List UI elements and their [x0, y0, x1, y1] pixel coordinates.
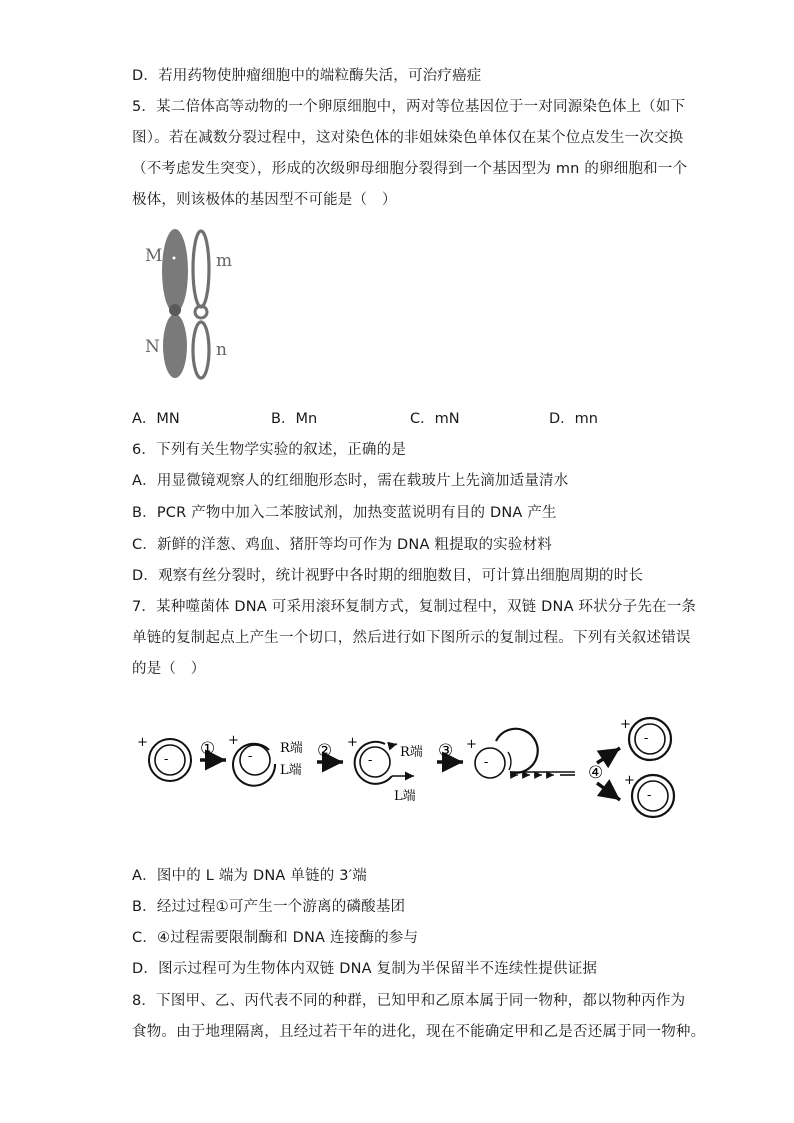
q6-option-a: A．用显微镜观察人的红细胞形态时，需在载玻片上先滴加适量清水 — [132, 473, 569, 489]
elongating-dna-circle — [347, 735, 423, 804]
svg-text:-: - — [368, 753, 373, 768]
q6-option-b: B．PCR 产物中加入二苯胺试剂，加热变蓝说明有目的 DNA 产生 — [132, 505, 557, 521]
svg-text:-: - — [647, 788, 652, 803]
q7-stem-line-1: 7．某种噬菌体 DNA 可采用滚环复制方式，复制过程中，双链 DNA 环状分子先在一条 — [132, 599, 697, 615]
q5-option-c: C．mN — [410, 411, 460, 427]
rolling-dna-circle — [466, 729, 575, 778]
svg-text:+: + — [137, 735, 148, 750]
r-end-label: R端 — [280, 741, 303, 756]
l-end-label-2: L端 — [394, 789, 416, 804]
q5-stem-line-1: 5．某二倍体高等动物的一个卵原细胞中，两对等位基因位于一对同源染色体上（如下 — [132, 99, 686, 115]
svg-text:-: - — [484, 755, 489, 770]
dark-chromosome — [162, 229, 188, 378]
q8-stem-line-1: 8．下图甲、乙、丙代表不同的种群，已知甲和乙原本属于同一物种，都以物种丙作为 — [132, 993, 686, 1009]
q6-option-c: C．新鲜的洋葱、鸡血、猪肝等均可作为 DNA 粗提取的实验材料 — [132, 537, 552, 553]
allele-label-M: M — [145, 246, 163, 266]
allele-label-N: N — [145, 337, 160, 357]
arrow-step-4-up — [597, 748, 620, 763]
intact-dna-circle — [137, 735, 191, 781]
q8-stem-line-2: 食物。由于地理隔离，且经过若干年的进化，现在不能确定甲和乙是否还属于同一物种。 — [132, 1024, 706, 1040]
q6-option-d: D．观察有丝分裂时，统计视野中各时期的细胞数目，可计算出细胞周期的时长 — [132, 568, 644, 584]
step-1-label: ① — [200, 739, 216, 759]
product-dna-circle-2 — [624, 773, 674, 817]
allele-label-n: n — [216, 340, 227, 360]
svg-text:-: - — [164, 752, 169, 767]
q7-option-c: C．④过程需要限制酶和 DNA 连接酶的参与 — [132, 930, 419, 946]
product-dna-circle-1 — [620, 717, 671, 760]
rolling-circle-figure — [130, 708, 690, 828]
step-2-label: ② — [317, 741, 333, 761]
chromosome-figure — [138, 225, 248, 385]
q5-option-d: D．mn — [549, 411, 598, 427]
q5-stem-line-2: 图）。若在减数分裂过程中，这对染色体的非姐妹染色单体仅在某个位点发生一次交换 — [132, 130, 684, 146]
q7-stem-line-3: 的是（ ） — [132, 661, 206, 677]
q5-option-b: B．Mn — [271, 411, 318, 427]
q6-stem: 6．下列有关生物学实验的叙述，正确的是 — [132, 442, 407, 458]
svg-text:-: - — [248, 749, 253, 764]
q5-stem-line-3: （不考虑发生突变），形成的次级卵母细胞分裂得到一个基因型为 mn 的卵细胞和一个 — [132, 161, 688, 177]
light-chromosome — [193, 231, 209, 378]
svg-text:+: + — [620, 717, 631, 732]
nicked-dna-circle — [228, 733, 303, 786]
q7-option-a: A．图中的 L 端为 DNA 单链的 3′端 — [132, 868, 367, 884]
q7-option-d: D．图示过程可为生物体内双链 DNA 复制为半保留半不连续性提供证据 — [132, 961, 598, 977]
arrow-step-4-down — [597, 783, 620, 800]
allele-label-m: m — [216, 251, 233, 271]
q5-stem-line-4: 极体，则该极体的基因型不可能是（ ） — [132, 192, 397, 208]
svg-text:+: + — [466, 737, 477, 752]
svg-text:+: + — [347, 735, 358, 750]
step-3-label: ③ — [438, 741, 454, 761]
svg-text:+: + — [624, 773, 635, 788]
l-end-label: L端 — [280, 763, 302, 778]
q7-option-b: B．经过过程①可产生一个游离的磷酸基团 — [132, 899, 406, 915]
svg-text:+: + — [228, 733, 239, 748]
r-end-label-2: R端 — [400, 745, 423, 760]
step-4-label: ④ — [588, 763, 604, 783]
svg-text:-: - — [644, 731, 649, 746]
q5-option-a: A．MN — [132, 411, 180, 427]
q7-stem-line-2: 单链的复制起点上产生一个切口，然后进行如下图所示的复制过程。下列有关叙述错误 — [132, 630, 691, 646]
q4-option-d: D．若用药物使肿瘤细胞中的端粒酶失活，可治疗癌症 — [132, 68, 482, 84]
